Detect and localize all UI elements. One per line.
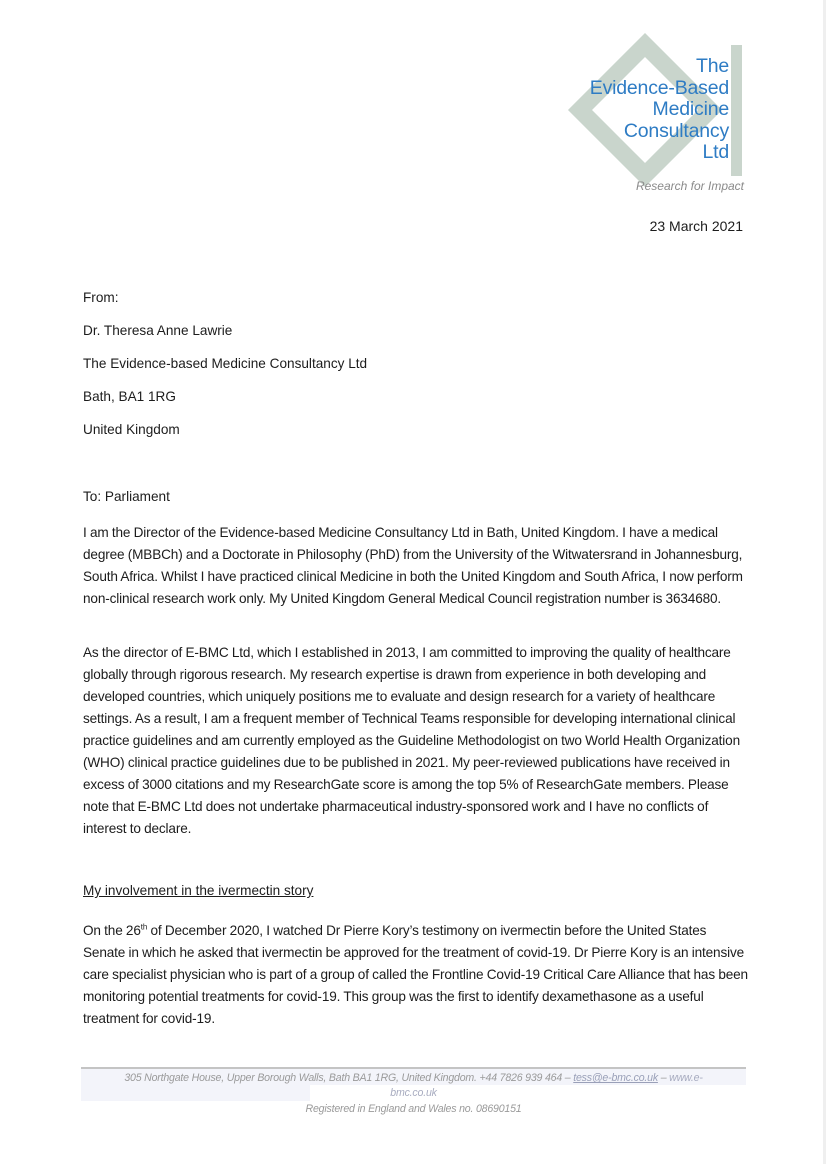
from-label: From: — [83, 290, 119, 305]
sender-country: United Kingdom — [83, 422, 180, 437]
sender-organization: The Evidence-based Medicine Consultancy Ltd — [83, 356, 368, 371]
footer-registration: Registered in England and Wales no. 08690151 — [305, 1103, 522, 1115]
ordinal-suffix: th — [140, 922, 148, 932]
credentials-paragraph: As the director of E-BMC Ltd, which I established in 2013, I am committed to improving the quality of healthcare globally through rigorous research. My research expertise is drawn from experience in both developing and developed countries, which uniquely positions me to evaluate and design research for a variety of healthcare settings. As a result, I am a frequent member of Technical Teams responsible for developing international clinical practice guidelines and am currently employed as the Guideline Methodologist on two World Health Organization (WHO) clinical practice guidelines due to be published in 2021. My peer-reviewed publications have received in excess of 3000 citations and my ResearchGate score is among the top 5% of ResearchGate members. Please note that E-BMC Ltd does not undertake pharmaceutical industry-sponsored work and I have no conflicts of interest to declare. — [83, 645, 740, 836]
website-part: www.e- — [669, 1072, 703, 1084]
website-part: bmc.co.uk — [390, 1087, 437, 1099]
section-heading: My involvement in the ivermectin story — [83, 883, 314, 898]
sender-name: Dr. Theresa Anne Lawrie — [83, 323, 233, 338]
intro-paragraph: I am the Director of the Evidence-based Medicine Consultancy Ltd in Bath, United Kingdom. I have a medical degree (MBBCh) and a Doctorate in Philosophy (PhD) from the University of the Witwatersrand in Johannesburg, South Africa. Whilst I have practiced clinical Medicine in both the United Kingdom and South Africa, I now perform non-clinical research work only. My United Kingdom General Medical Council registration number is 3634680. — [83, 525, 743, 606]
logo-line: Consultancy — [623, 119, 729, 142]
logo-line: Evidence-Based — [589, 76, 729, 99]
footer-separator: – — [660, 1072, 667, 1084]
paragraph-body: of December 2020, I watched Dr Pierre Kory’s testimony on ivermectin before the United States Senate in which he asked that ivermectin be approved for the treatment of covid-19. Dr Pierre Kory is an intensive care specialist physician who is part of a group of called the Frontline Covid-19 Critical Care Alliance that has been monitoring potential treatments for covid-19. This group was the first to identify dexamethasone as a useful treatment for covid-19. — [83, 923, 748, 1026]
recipient: To: Parliament — [83, 489, 170, 504]
footer-address: 305 Northgate House, Upper Borough Walls, Bath BA1 1RG, United Kingdom. +44 7826 939 464 – — [124, 1072, 571, 1084]
footer-address-block — [81, 1071, 746, 1101]
sender-city: Bath, BA1 1RG — [83, 389, 176, 404]
letter-date: 23 March 2021 — [649, 218, 743, 234]
logo-line: The — [695, 55, 729, 77]
footer-email-link[interactable]: tess@e-bmc.co.uk — [573, 1072, 658, 1084]
paragraph-prefix: On the 26 — [83, 923, 141, 938]
logo-wordmark — [590, 56, 729, 164]
ivermectin-paragraph — [83, 920, 751, 1030]
logo-line: Ltd — [702, 141, 729, 163]
logo-tagline: Research for Impact — [635, 179, 744, 193]
logo-line: Medicine — [652, 98, 729, 120]
